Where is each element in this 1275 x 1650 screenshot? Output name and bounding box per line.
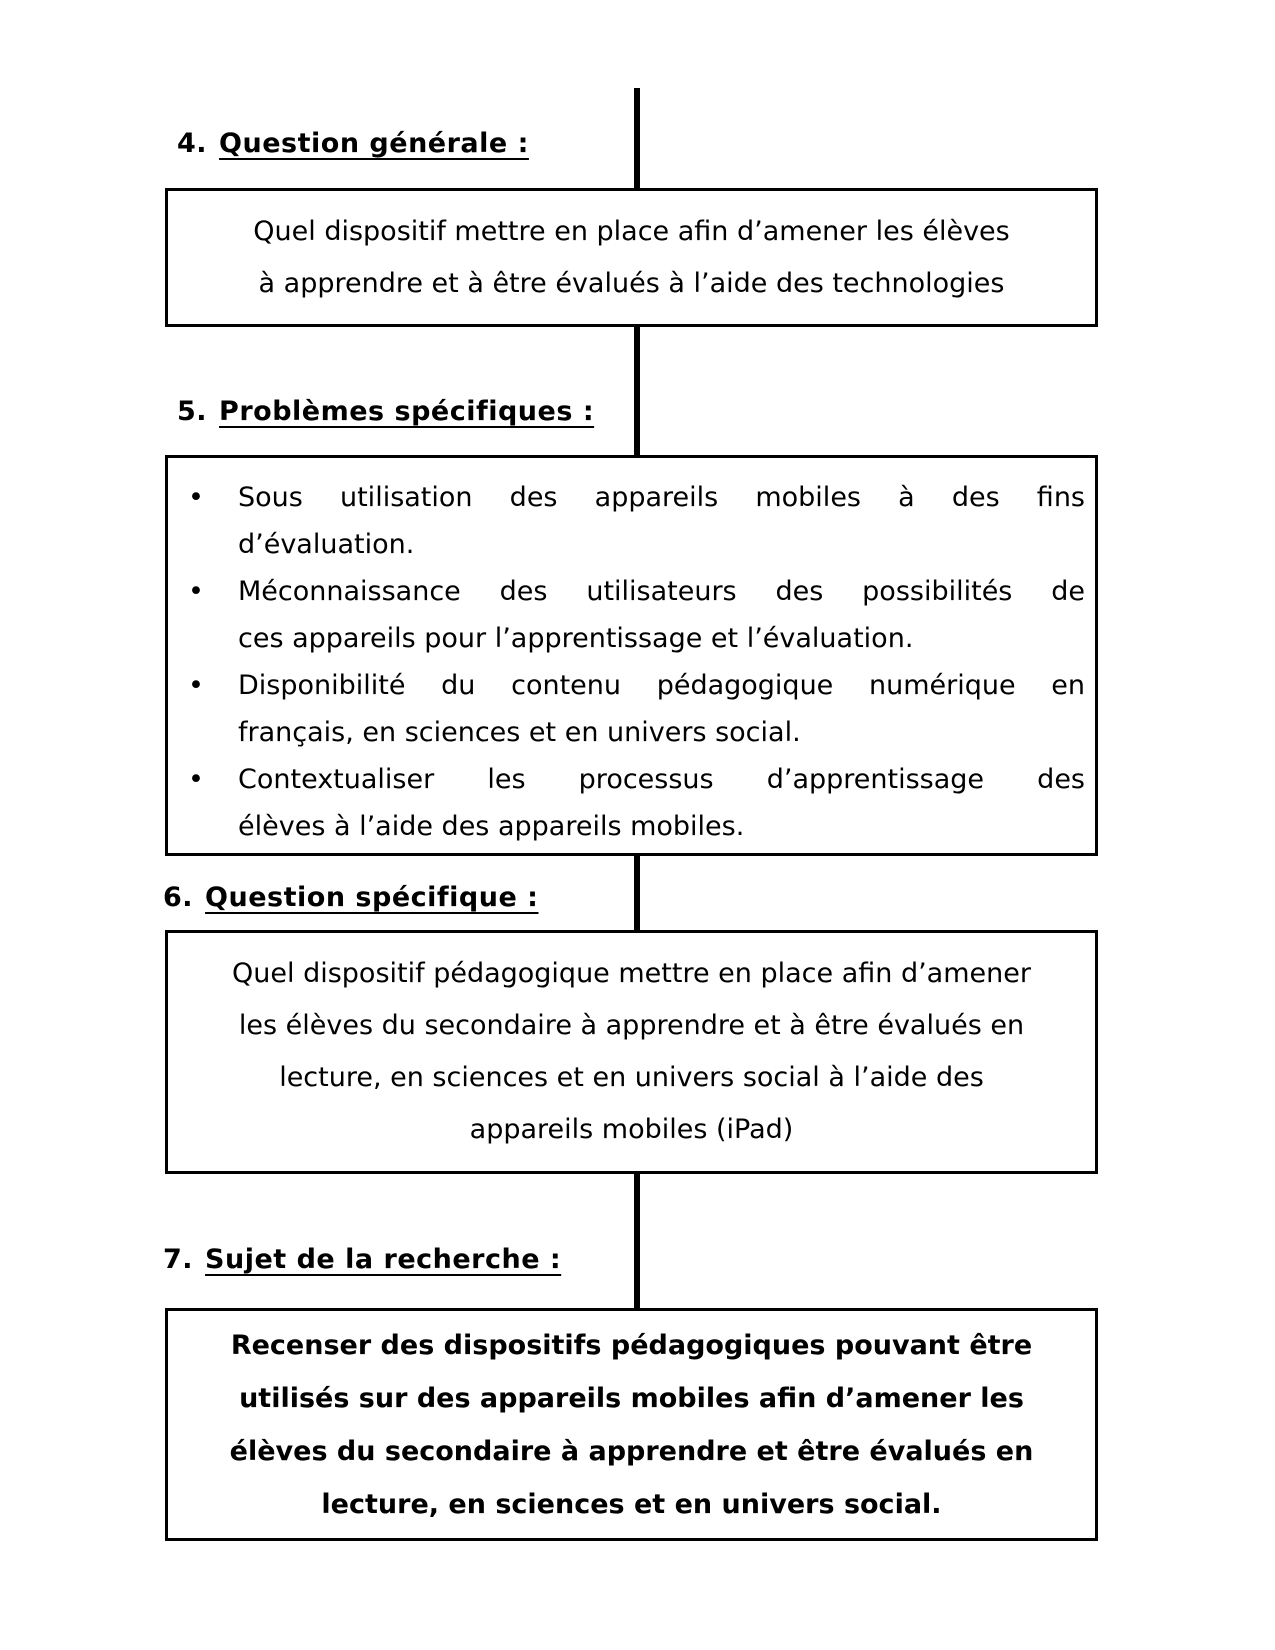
section-6-heading xyxy=(163,882,538,913)
bullet-dot-icon: • xyxy=(188,764,204,795)
bullet-line: français, en sciences et en univers social. xyxy=(238,717,801,748)
question-generale-box xyxy=(165,188,1098,327)
bullet-dot-icon: • xyxy=(188,482,204,513)
problemes-specifiques-box xyxy=(165,455,1098,856)
section-6-title: Question spécifique : xyxy=(205,882,539,913)
section-5-heading xyxy=(177,396,594,427)
box-text-line: Quel dispositif mettre en place afin d’amener les élèves xyxy=(253,215,1010,247)
section-7-title: Sujet de la recherche : xyxy=(205,1244,562,1275)
bullet-text xyxy=(238,756,1085,850)
box-text-line: lecture, en sciences et en univers social. xyxy=(321,1488,942,1520)
bullet-text xyxy=(238,474,1085,568)
section-7-number: 7. xyxy=(163,1244,194,1275)
bullet-line: d’évaluation. xyxy=(238,529,415,560)
box-text-line: lecture, en sciences et en univers social à l’aide des xyxy=(279,1062,984,1093)
bullet-line: Méconnaissance des utilisateurs des possibilités de xyxy=(238,576,1085,607)
sujet-recherche-box xyxy=(165,1308,1098,1541)
section-5-title: Problèmes spécifiques : xyxy=(219,396,595,427)
flow-connector-segment-top xyxy=(634,88,640,191)
bullet-text xyxy=(238,568,1085,662)
section-5-number: 5. xyxy=(177,396,208,427)
box-text-line: à apprendre et à être évalués à l’aide des technologies xyxy=(258,267,1005,299)
bullet-line: ces appareils pour l’apprentissage et l’évaluation. xyxy=(238,623,914,654)
bullet-line: Sous utilisation des appareils mobiles à des fins xyxy=(238,482,1085,513)
bullet-item xyxy=(178,756,1085,850)
flow-connector-segment-4 xyxy=(634,1171,640,1311)
bullet-item xyxy=(178,662,1085,756)
bullet-line: Contextualiser les processus d’apprentissage des xyxy=(238,764,1085,795)
box-text-line: Recenser des dispositifs pédagogiques pouvant être xyxy=(230,1329,1033,1361)
box-text-line: appareils mobiles (iPad) xyxy=(469,1114,794,1145)
flow-connector-segment-2 xyxy=(634,326,640,458)
box-text-line: utilisés sur des appareils mobiles afin d’amener les xyxy=(239,1382,1024,1414)
box-text-line: Quel dispositif pédagogique mettre en place afin d’amener xyxy=(232,958,1031,989)
bullet-item xyxy=(178,474,1085,568)
bullet-dot-icon: • xyxy=(188,576,204,607)
section-4-title: Question générale : xyxy=(219,128,529,159)
bullet-dot-icon: • xyxy=(188,670,204,701)
question-specifique-box xyxy=(165,930,1098,1174)
section-7-heading xyxy=(163,1244,561,1275)
box-text-line: les élèves du secondaire à apprendre et à être évalués en xyxy=(238,1010,1025,1041)
section-4-heading xyxy=(177,128,529,159)
bullet-line: élèves à l’aide des appareils mobiles. xyxy=(238,811,745,842)
box-text-line: élèves du secondaire à apprendre et être évalués en xyxy=(229,1435,1034,1467)
bullet-item xyxy=(178,568,1085,662)
bullet-line: Disponibilité du contenu pédagogique numérique en xyxy=(238,670,1085,701)
bullet-text xyxy=(238,662,1085,756)
flow-connector-segment-3 xyxy=(634,853,640,933)
section-4-number: 4. xyxy=(177,128,208,159)
section-6-number: 6. xyxy=(163,882,194,913)
